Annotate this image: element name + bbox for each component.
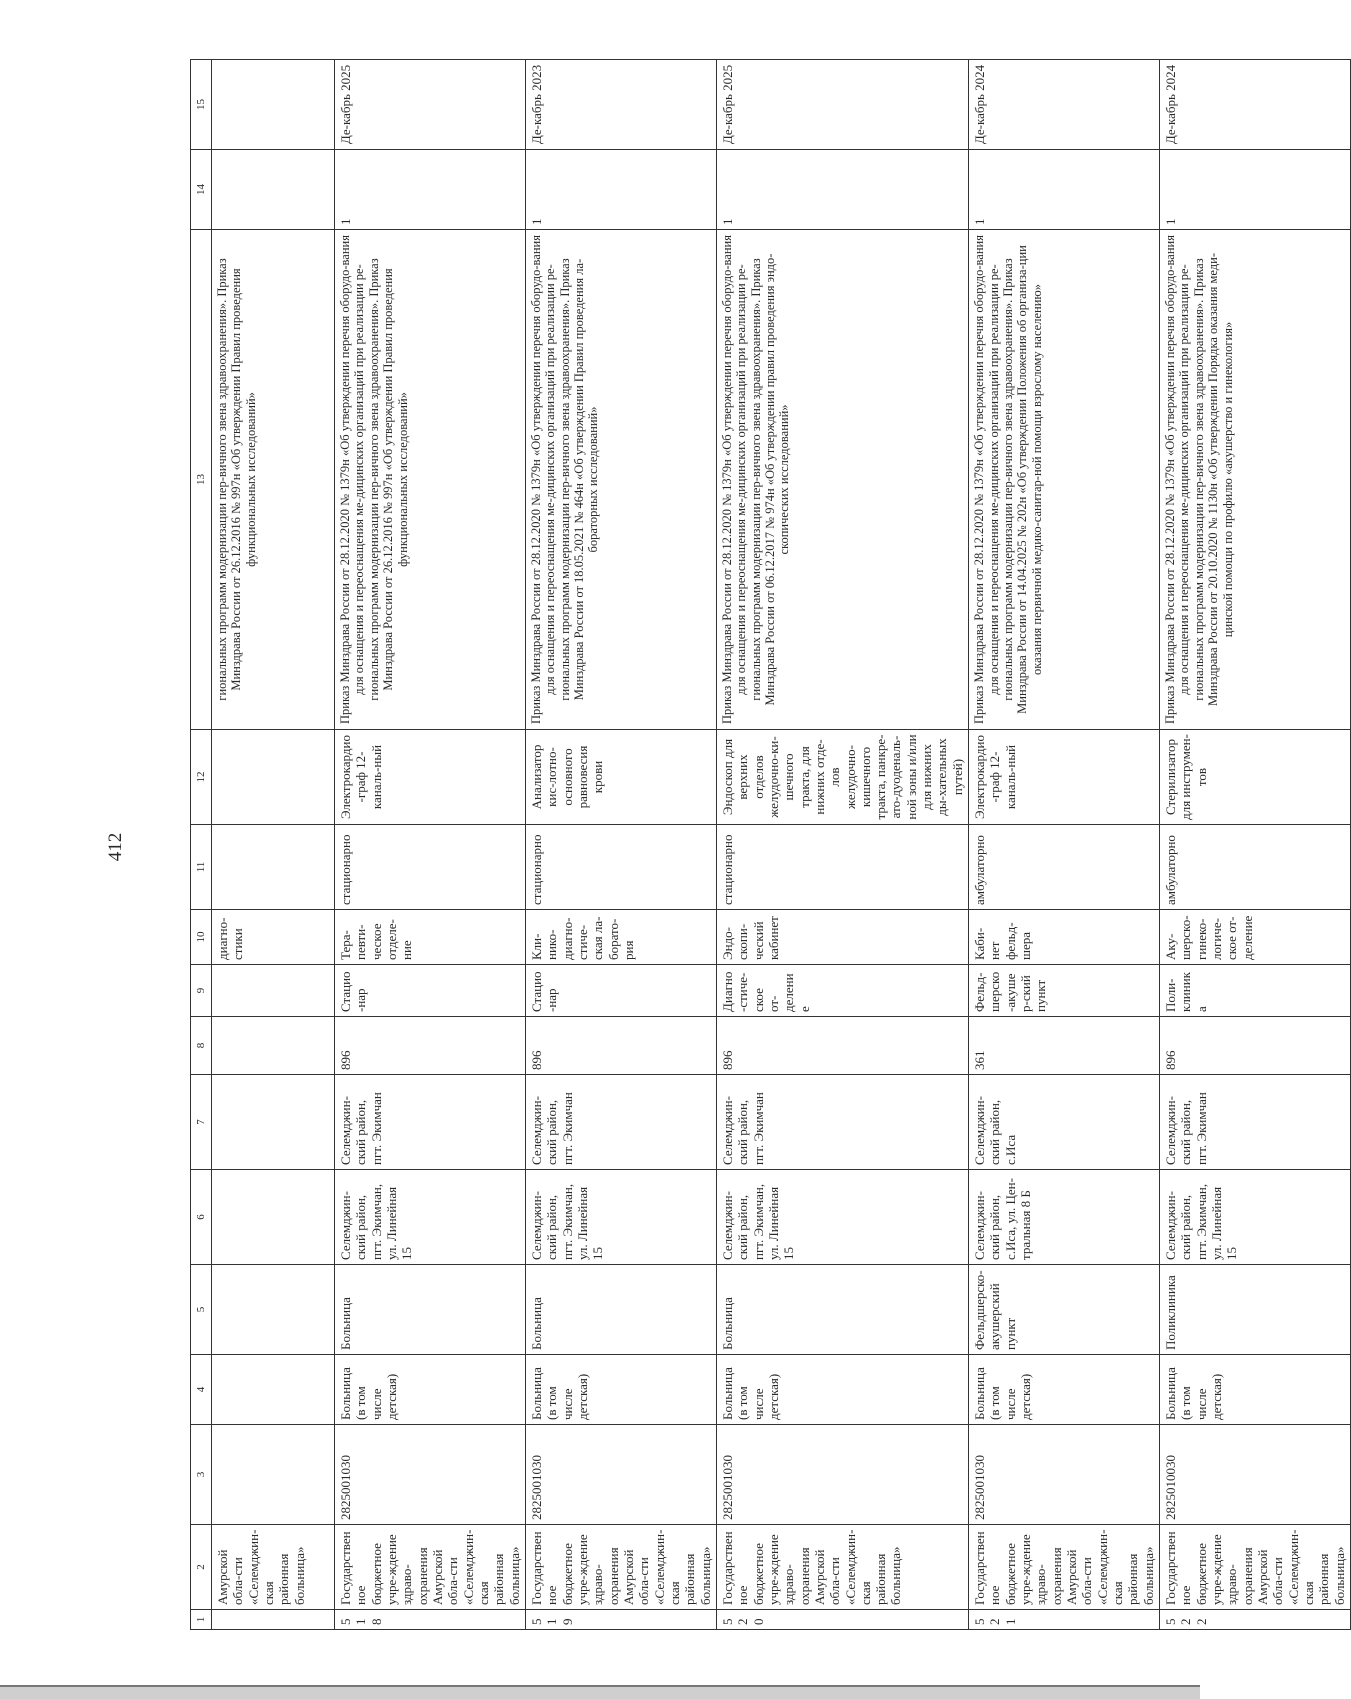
column-header: 15 [191, 60, 212, 150]
cell-regulation: Приказ Минздрава России от 28.12.2020 № 1379н «Об утверждении перечня оборудо-вания для оснащения и переоснащения ме-дицинских организаций при реализации ре-гиональных программ модернизации пер-вичного звена здравоохранения». Приказ Минздрава России от 06.12.2017 № 974н «Об утверждении правил проведения эндо-скопических исследований» [716, 230, 968, 730]
cell-locality: Селемджин-ский район, с.Иса [969, 1075, 1160, 1170]
cell-department: Каби-нет фельд-шера [969, 910, 1160, 965]
cell-address: Селемджин-ский район, пгт. Экимчан, ул. Линейная 15 [716, 1170, 968, 1265]
page-number: 412 [105, 832, 126, 862]
cell-locality: Селемджин-ский район, пгт. Экимчан [335, 1075, 526, 1170]
cell-deadline: Де-кабрь 2024 [1160, 60, 1351, 150]
cell-care-type: амбулаторно [1160, 825, 1351, 910]
cell-type: Больница (в том числе детская) [335, 1355, 526, 1425]
cell-care-type: стационарно [716, 825, 968, 910]
cell-regulation: Приказ Минздрава России от 28.12.2020 № 1379н «Об утверждении перечня оборудо-вания для оснащения и переоснащения ме-дицинских организаций при реализации ре-гиональных программ модернизации пер-вичного звена здравоохранения». Приказ Минздрава России от 18.05.2021 № 464н «Об утверждении Правил проведения ла-бораторных исследований» [525, 230, 716, 730]
cell-subdivision: Фельд-шерско-акушер-ский пункт [969, 965, 1160, 1017]
cell-quantity: 1 [525, 150, 716, 230]
column-header: 5 [191, 1265, 212, 1355]
cell-quantity: 1 [335, 150, 526, 230]
cell-code: 896 [335, 1017, 526, 1075]
cell-number: 519 [525, 1610, 716, 1630]
cell-quantity: 1 [1160, 150, 1351, 230]
cell-equipment: Электрокардио-граф 12-каналь-ный [969, 730, 1160, 825]
cell-equipment: Стерилизатор для инструмен-тов [1160, 730, 1351, 825]
cell-organization: Государственное бюджетное учре-ждение здраво-охранения Амурской обла-сти «Селемджин-ская районная больница» [1160, 1525, 1351, 1610]
cell-deadline: Де-кабрь 2024 [969, 60, 1160, 150]
cell-type: Больница (в том числе детская) [969, 1355, 1160, 1425]
cell-organization: Амурской обла-сти «Селемджин-ская районная больница» [212, 1525, 335, 1610]
column-header: 12 [191, 730, 212, 825]
column-header: 4 [191, 1355, 212, 1425]
cell-address: Селемджин-ский район, пгт. Экимчан, ул. Линейная 15 [1160, 1170, 1351, 1265]
cell-organization: Государственное бюджетное учре-ждение здраво-охранения Амурской обла-сти «Селемджин-ская районная больница» [716, 1525, 968, 1610]
cell-number [212, 1610, 335, 1630]
cell-deadline: Де-кабрь 2025 [716, 60, 968, 150]
column-header: 7 [191, 1075, 212, 1170]
cell-inn: 2825001030 [335, 1425, 526, 1525]
cell-regulation: Приказ Минздрава России от 28.12.2020 № 1379н «Об утверждении перечня оборудо-вания для оснащения и переоснащения ме-дицинских организаций при реализации ре-гиональных программ модернизации пер-вичного звена здравоохранения». Приказ Минздрава России от 26.12.2016 № 997н «Об утверждении Правил проведения функциональных исследований» [335, 230, 526, 730]
scan-bottom-edge [0, 1685, 1200, 1699]
cell-number: 522 [1160, 1610, 1351, 1630]
cell-subdivision: Стацио-нар [525, 965, 716, 1017]
cell-quantity: 1 [716, 150, 968, 230]
cell-unit: Поликлиника [1160, 1265, 1351, 1355]
column-header: 2 [191, 1525, 212, 1610]
cell-organization: Государственное бюджетное учре-ждение здраво-охранения Амурской обла-сти «Селемджин-ская районная больница» [969, 1525, 1160, 1610]
cell-type: Больница (в том числе детская) [525, 1355, 716, 1425]
cell-inn: 2825001030 [969, 1425, 1160, 1525]
cell-equipment: Электрокардио-граф 12-каналь-ный [335, 730, 526, 825]
column-header: 9 [191, 965, 212, 1017]
cell-department: Аку-шерско-гинеко-логиче-ское от-деление [1160, 910, 1351, 965]
table-row [969, 60, 1160, 1630]
cell-unit: Больница [525, 1265, 716, 1355]
column-header: 14 [191, 150, 212, 230]
cell-locality: Селемджин-ский район, пгт. Экимчан [716, 1075, 968, 1170]
column-header: 11 [191, 825, 212, 910]
column-header: 10 [191, 910, 212, 965]
cell-subdivision: Поли-клиника [1160, 965, 1351, 1017]
cell-organization: Государственное бюджетное учре-ждение здраво-охранения Амурской обла-сти «Селемджин-ская районная больница» [335, 1525, 526, 1610]
cell-care-type: стационарно [525, 825, 716, 910]
table-row [716, 60, 968, 1630]
cell-regulation: Приказ Минздрава России от 28.12.2020 № 1379н «Об утверждении перечня оборудо-вания для оснащения и переоснащения ме-дицинских организаций при реализации ре-гиональных программ модернизации пер-вичного звена здравоохранения». Приказ Минздрава России от 20.10.2020 № 1130н «Об утверждении Порядка оказания меди-цинской помощи по профилю «акушерство и гинекология» [1160, 230, 1351, 730]
rotated-table-wrapper [190, 60, 1347, 1630]
table-row [335, 60, 526, 1630]
cell-code: 896 [1160, 1017, 1351, 1075]
cell-unit: Больница [716, 1265, 968, 1355]
equipment-table [190, 59, 1351, 1630]
cell-code: 896 [716, 1017, 968, 1075]
cell-department: Кли-нико-диагно-стиче-ская ла-борато-рия [525, 910, 716, 965]
cell-subdivision: Диагно-стиче-ское от-деление [716, 965, 968, 1017]
cell-code: 361 [969, 1017, 1160, 1075]
cell-inn: 2825010030 [1160, 1425, 1351, 1525]
cell-equipment: Анализатор кис-лотно-основного равновесия крови [525, 730, 716, 825]
column-header: 1 [191, 1610, 212, 1630]
cell-unit: Больница [335, 1265, 526, 1355]
cell-deadline: Де-кабрь 2025 [335, 60, 526, 150]
cell-number: 521 [969, 1610, 1160, 1630]
column-header: 6 [191, 1170, 212, 1265]
table-row [525, 60, 716, 1630]
table-row [1160, 60, 1351, 1630]
cell-type: Больница (в том числе детская) [716, 1355, 968, 1425]
cell-address: Селемджин-ский район, пгт. Экимчан, ул. Линейная 15 [335, 1170, 526, 1265]
cell-inn: 2825001030 [716, 1425, 968, 1525]
column-header: 3 [191, 1425, 212, 1525]
cell-address: Селемджин-ский район, с.Иса, ул. Цен-тральная 8 Б [969, 1170, 1160, 1265]
cell-unit: Фельдшерско-акушерский пункт [969, 1265, 1160, 1355]
cell-department: Эндо-скопи-ческий кабинет [716, 910, 968, 965]
cell-subdivision: Стацио-нар [335, 965, 526, 1017]
cell-department: диагно-стики [212, 910, 335, 965]
cell-locality: Селемджин-ский район, пгт. Экимчан [1160, 1075, 1351, 1170]
cell-regulation: Приказ Минздрава России от 28.12.2020 № 1379н «Об утверждении перечня оборудо-вания для оснащения и переоснащения ме-дицинских организаций при реализации ре-гиональных программ модернизации пер-вичного звена здравоохранения». Приказ Минздрава России от 14.04.2025 № 202н «Об утверждении Положения об организа-ции оказания первичной медико-санитар-ной помощи взрослому населению» [969, 230, 1160, 730]
cell-number: 520 [716, 1610, 968, 1630]
cell-address: Селемджин-ский район, пгт. Экимчан, ул. Линейная 15 [525, 1170, 716, 1265]
header-row [191, 60, 212, 1630]
cell-locality: Селемджин-ский район, пгт. Экимчан [525, 1075, 716, 1170]
cell-equipment: Эндоскоп для верхних отделов желудочно-ки-шечного тракта, для нижних отде-лов желудочно-кишечного тракта, панкре-ато-дуоденаль-ной зоны и/или для нижних ды-хательных путей) [716, 730, 968, 825]
cell-number: 518 [335, 1610, 526, 1630]
cell-care-type: амбулаторно [969, 825, 1160, 910]
cell-care-type: стационарно [335, 825, 526, 910]
cell-code: 896 [525, 1017, 716, 1075]
continuation-row [212, 60, 335, 1630]
cell-regulation: гиональных программ модернизации пер-вичного звена здравоохранения». Приказ Минздрава России от 26.12.2016 № 997н «Об утверждении Правил проведения функциональных исследований» [212, 230, 335, 730]
cell-department: Тера-певти-ческое отделе-ние [335, 910, 526, 965]
cell-type: Больница (в том числе детская) [1160, 1355, 1351, 1425]
cell-quantity: 1 [969, 150, 1160, 230]
cell-inn: 2825001030 [525, 1425, 716, 1525]
cell-deadline: Де-кабрь 2023 [525, 60, 716, 150]
column-header: 8 [191, 1017, 212, 1075]
cell-organization: Государственное бюджетное учре-ждение здраво-охранения Амурской обла-сти «Селемджин-ская районная больница» [525, 1525, 716, 1610]
column-header: 13 [191, 230, 212, 730]
